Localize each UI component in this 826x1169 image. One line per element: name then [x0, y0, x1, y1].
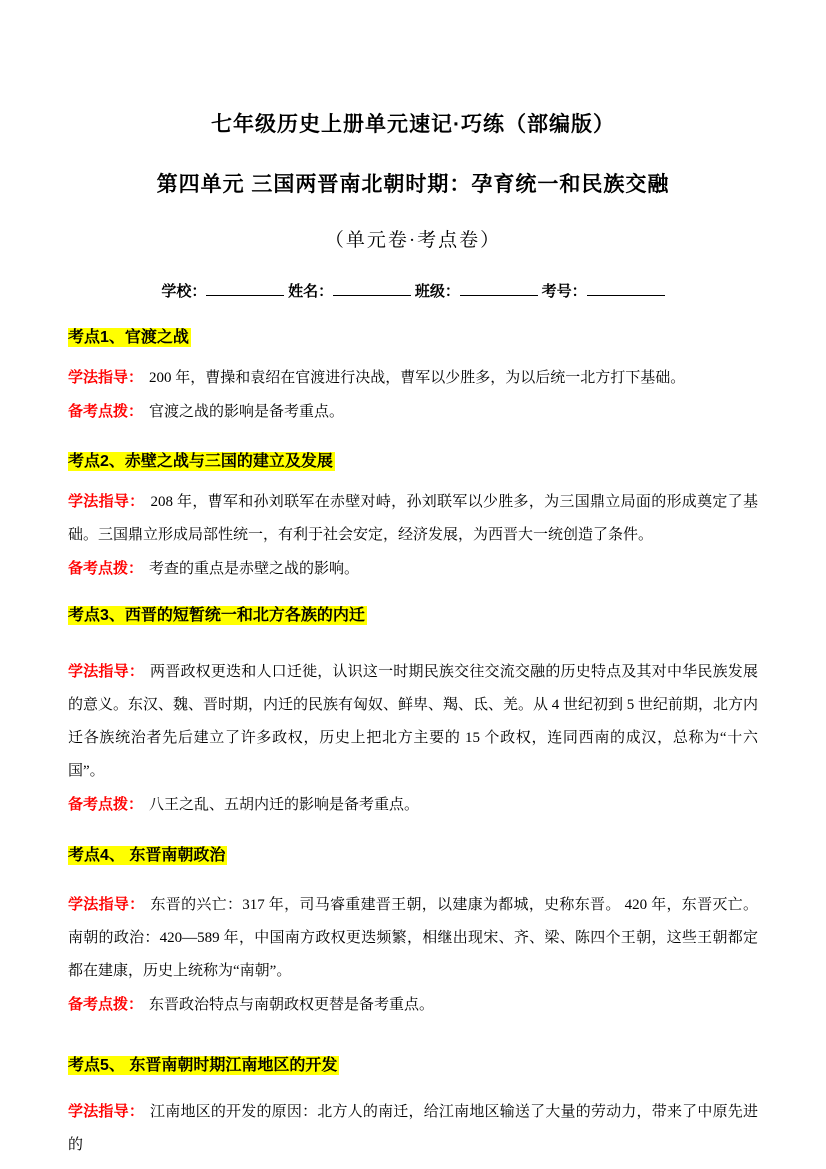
exam-tip-text: 官渡之战的影响是备考重点。: [149, 404, 345, 420]
study-guide-label: 学法指导：: [68, 1103, 145, 1120]
study-guide-text: 200 年，曹操和袁绍在官渡进行决战，曹军以少胜多，为以后统一北方打下基础。: [149, 370, 686, 386]
study-guide-text: 江南地区的开发的原因：北方人的南迁，给江南地区输送了大量的劳动力，带来了中原先进的: [68, 1104, 758, 1153]
study-guide-paragraph: [68, 655, 758, 788]
section-heading-row: [68, 605, 758, 627]
study-guide-text: 208 年，曹军和孙刘联军在赤壁对峙，孙刘联军以少胜多，为三国鼎立局面的形成奠定了基础。三国鼎立形成局部性统一，有利于社会安定，经济发展，为西晋大一统创造了条件。: [68, 494, 758, 543]
section-2-heading: 考点2、赤壁之战与三国的建立及发展: [68, 453, 333, 470]
exam-tip-label: 备考点拨：: [68, 996, 144, 1013]
name-label: 姓名：: [288, 283, 334, 300]
exam-number-blank-line: [587, 281, 665, 296]
study-guide-paragraph: [68, 485, 758, 552]
class-label: 班级：: [414, 283, 460, 300]
section-1-heading: 考点1、官渡之战: [68, 329, 189, 346]
exam-tip-label: 备考点拨：: [68, 796, 144, 813]
study-guide-paragraph: [68, 888, 758, 988]
study-guide-paragraph: [68, 361, 758, 395]
exam-tip-label: 备考点拨：: [68, 403, 144, 420]
class-blank-line: [460, 281, 538, 296]
study-guide-label: 学法指导：: [68, 896, 145, 913]
exam-number-label: 考号：: [541, 283, 587, 300]
exam-tip-text: 八王之乱、五胡内迁的影响是备考重点。: [149, 797, 420, 813]
exam-tip-label: 备考点拨：: [68, 560, 144, 577]
study-guide-text: 两晋政权更迭和人口迁徙，认识这一时期民族交往交流交融的历史特点及其对中华民族发展的意义。东汉、魏、晋时期，内迁的民族有匈奴、鲜卑、羯、氐、羌。从 4 世纪初到 5 世纪前期，北方内迁各族统治者先后建立了许多政权，历史上把北方主要的 15 个政权，连同西南的成汉，总称为“十六国”。: [68, 664, 759, 779]
student-info-line: [68, 281, 758, 302]
study-guide-text: 东晋的兴亡：317 年，司马睿重建晋王朝，以建康为都城，史称东晋。 420 年，东晋灭亡。南朝的政治：420—589 年，中国南方政权更迭频繁，相继出现宋、齐、梁、陈四个王朝，这些王朝都定都在建康，历史上统称为“南朝”。: [68, 897, 758, 979]
section-heading-row: [68, 845, 758, 867]
exam-tip-paragraph: [68, 552, 758, 586]
page-title: 七年级历史上册单元速记·巧练（部编版）: [211, 113, 615, 136]
exam-tip-text: 东晋政治特点与南朝政权更替是备考重点。: [149, 997, 435, 1013]
subtitle: （单元卷·考点卷）: [324, 230, 502, 251]
section-exam-point-2: [68, 451, 758, 586]
study-guide-label: 学法指导：: [68, 493, 145, 510]
section-5-heading: 考点5、 东晋南朝时期江南地区的开发: [68, 1057, 338, 1074]
study-guide-label: 学法指导：: [68, 663, 145, 680]
section-3-heading: 考点3、西晋的短暂统一和北方各族的内迁: [68, 607, 365, 624]
exam-tip-text: 考查的重点是赤壁之战的影响。: [149, 561, 360, 577]
section-exam-point-5: [68, 1055, 758, 1162]
exam-tip-paragraph: [68, 988, 758, 1022]
section-heading-row: [68, 1055, 758, 1077]
section-4-heading: 考点4、 东晋南朝政治: [68, 847, 226, 864]
exam-tip-paragraph: [68, 395, 758, 429]
exam-tip-paragraph: [68, 788, 758, 822]
school-blank-line: [206, 281, 284, 296]
unit-title: 第四单元 三国两晋南北朝时期：孕育统一和民族交融: [156, 173, 670, 196]
section-exam-point-3: [68, 605, 758, 822]
name-blank-line: [333, 281, 411, 296]
school-label: 学校：: [161, 283, 207, 300]
section-exam-point-1: [68, 327, 758, 429]
section-exam-point-4: [68, 845, 758, 1022]
section-heading-row: [68, 451, 758, 473]
study-guide-paragraph: [68, 1095, 758, 1162]
section-heading-row: [68, 327, 758, 349]
study-guide-label: 学法指导：: [68, 369, 144, 386]
